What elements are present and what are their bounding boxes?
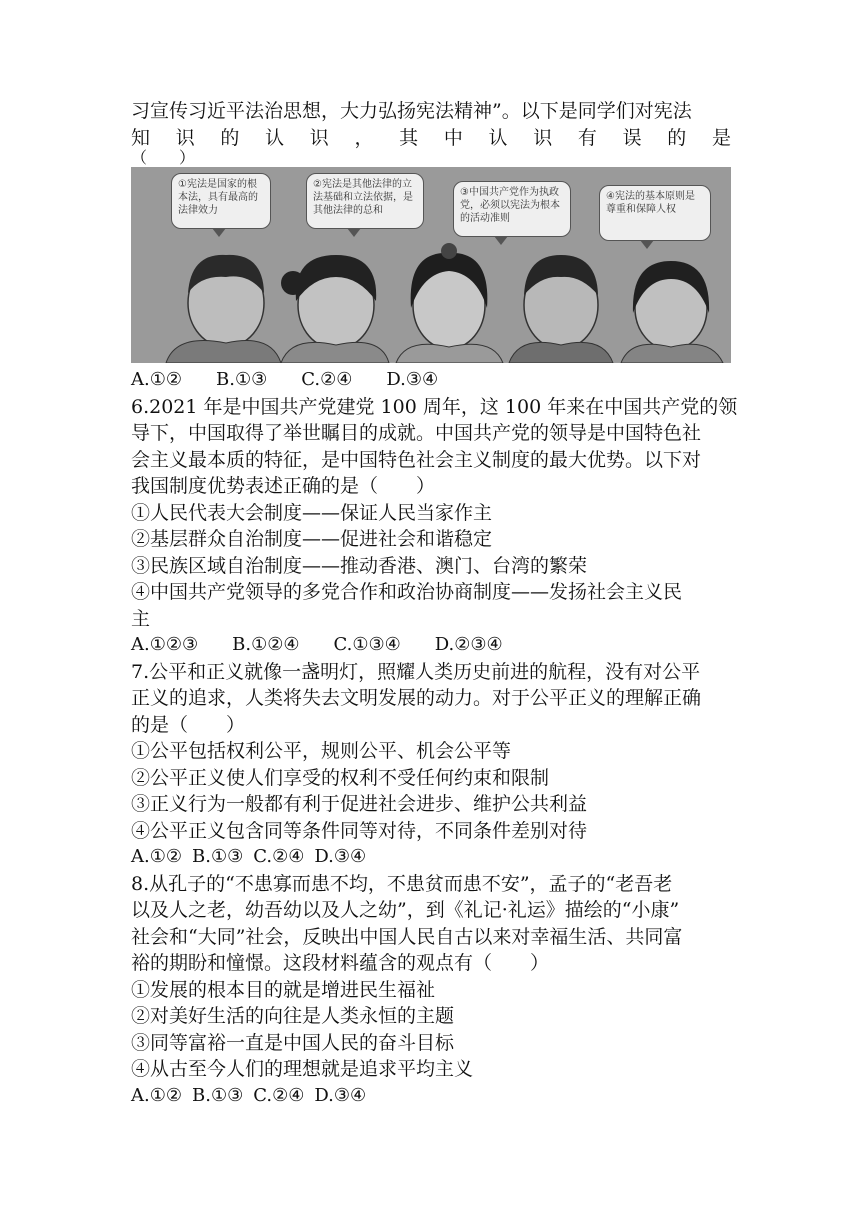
q7-line: 正义的追求，人类将失去文明发展的动力。对于公平正义的理解正确 (131, 687, 702, 709)
char: 误 (622, 126, 642, 149)
char: 识 (309, 126, 329, 149)
q6-statement: ③民族区域自治制度——推动香港、澳门、台湾的繁荣 (131, 554, 588, 577)
char: 中 (443, 126, 463, 149)
char: 识 (533, 126, 553, 149)
q7-option-b[interactable]: B.①③ (192, 846, 244, 867)
question-8 (131, 871, 731, 1110)
q6-option-c[interactable]: C.①③④ (333, 634, 401, 655)
q8-line: 裕的期盼和憧憬。这段材料蕴含的观点有（ ） (131, 952, 550, 974)
char: 的 (667, 126, 687, 149)
q6-line: 导下，中国取得了举世瞩目的成就。中国共产党的领导是中国特色社 (131, 422, 702, 444)
char: 识 (175, 126, 195, 149)
q8-option-b[interactable]: B.①③ (192, 1084, 244, 1106)
char: 其 (399, 126, 419, 149)
q8-statement: ③同等富裕一直是中国人民的奋斗目标 (131, 1031, 455, 1054)
q6-line: 我国制度优势表述正确的是（ ） (131, 475, 436, 497)
q7-options (131, 844, 731, 871)
q8-statement: ②对美好生活的向往是人类永恒的主题 (131, 1005, 455, 1027)
q6-option-b[interactable]: B.①②④ (232, 634, 300, 655)
q8-statement: ①发展的根本目的就是增进民生福祉 (131, 978, 436, 1001)
q8-line: 以及人之老，幼吾幼以及人之幼”，到《礼记·礼运》描绘的“小康” (131, 899, 680, 921)
speech-bubble-4: ④宪法的基本原则是尊重和保障人权 (599, 185, 711, 241)
char: 是 (711, 126, 731, 149)
q8-statement: ④从古至今人们的理想就是追求平均主义 (131, 1058, 474, 1080)
q7-option-c[interactable]: C.②④ (253, 846, 305, 867)
q6-line: 会主义最本质的特征，是中国特色社会主义制度的最大优势。以下对 (131, 448, 702, 471)
q6-statement: ①人民代表大会制度——保证人民当家作主 (131, 501, 493, 524)
q5-options (131, 367, 731, 394)
q8-options (131, 1083, 731, 1110)
q6-options (131, 632, 731, 659)
q7-line: 的是（ ） (131, 713, 246, 736)
q6-line: 6.2021 年是中国共产党建党 100 周年，这 100 年来在中国共产党的领 (131, 395, 738, 418)
q6-option-d[interactable]: D.②③④ (434, 634, 503, 655)
children-drawing-icon (131, 213, 731, 363)
q5-option-b[interactable]: B.①③ (216, 369, 268, 390)
question-6 (131, 394, 738, 659)
intro-line-1: 习宣传习近平法治思想，大力弘扬宪法精神”。以下是同学们对宪法 (131, 100, 692, 122)
q7-option-d[interactable]: D.③④ (314, 846, 367, 867)
speech-bubble-1: ①宪法是国家的根本法，具有最高的法律效力 (171, 173, 271, 229)
intro-line-3: （ ） (131, 148, 196, 167)
speech-bubble-2: ②宪法是其他法律的立法基础和立法依据，是其他法律的总和 (306, 173, 424, 229)
char: 有 (577, 126, 597, 149)
q5-option-a[interactable]: A.①② (131, 369, 182, 390)
char: ， (354, 126, 374, 149)
q8-option-a[interactable]: A.①② (131, 1084, 182, 1106)
char: 认 (265, 126, 285, 149)
q7-statement: ①公平包括权利公平，规则公平、机会公平等 (131, 740, 512, 762)
q8-line: 8.从孔子的“不患寡而患不均，不患贫而患不安”，孟子的“老吾老 (131, 872, 673, 895)
q8-option-c[interactable]: C.②④ (253, 1084, 305, 1106)
q7-option-a[interactable]: A.①② (131, 846, 182, 867)
q7-statement: ②公平正义使人们享受的权利不受任何约束和限制 (131, 766, 550, 789)
q8-line: 社会和“大同”社会，反映出中国人民自古以来对幸福生活、共同富 (131, 925, 683, 948)
char: 认 (488, 126, 508, 149)
char: 知 (131, 126, 151, 149)
students-illustration (131, 167, 731, 363)
q6-statement: ④中国共产党领导的多党合作和政治协商制度——发扬社会主义民 (131, 581, 683, 603)
speech-bubble-3: ③中国共产党作为执政党，必须以宪法为根本的活动准则 (453, 181, 571, 237)
q7-statement: ③正义行为一般都有利于促进社会进步、维护公共利益 (131, 793, 588, 815)
exam-page (131, 98, 738, 1109)
q6-statement: 主 (131, 607, 151, 630)
q6-statement: ②基层群众自治制度——促进社会和谐稳定 (131, 528, 493, 550)
q8-option-d[interactable]: D.③④ (314, 1084, 367, 1106)
q6-option-a[interactable]: A.①②③ (131, 634, 199, 655)
q7-line: 7.公平和正义就像一盏明灯，照耀人类历史前进的航程，没有对公平 (131, 660, 701, 683)
intro-line-2 (131, 125, 731, 152)
question-7 (131, 659, 731, 871)
char: 的 (220, 126, 240, 149)
q5-option-d[interactable]: D.③④ (386, 369, 439, 390)
q5-option-c[interactable]: C.②④ (301, 369, 353, 390)
q7-statement: ④公平正义包含同等条件同等对待，不同条件差别对待 (131, 819, 588, 842)
